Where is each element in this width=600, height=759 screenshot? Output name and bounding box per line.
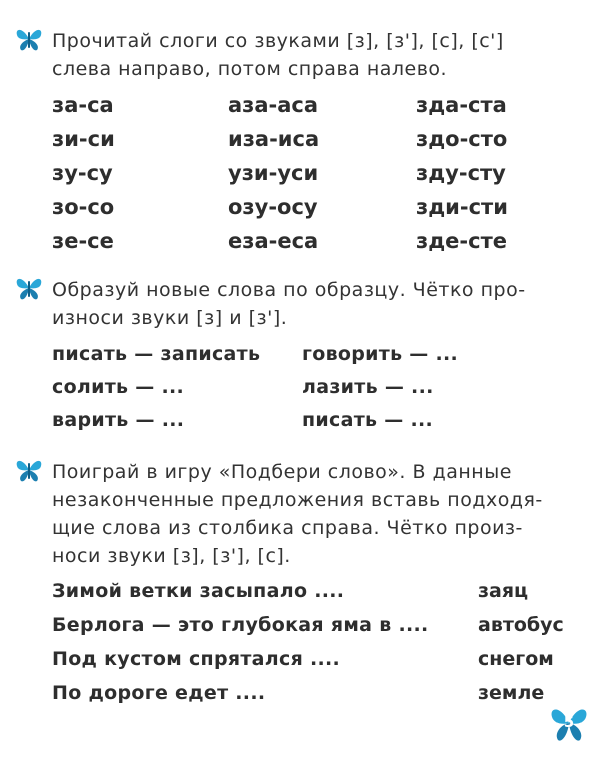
sentence-row [52, 679, 572, 713]
incomplete-sentence: Под кустом спрятался .... [52, 648, 341, 670]
syllable-cell: зу-су [52, 161, 113, 185]
answer-word: земле [478, 682, 545, 704]
word-pair: писать — ... [302, 409, 434, 431]
exercise-3-instruction [52, 458, 572, 570]
word-pair: солить — ... [52, 376, 185, 398]
sentence-row [52, 611, 572, 645]
syllable-row [52, 124, 572, 158]
page-number-badge [548, 703, 590, 743]
instruction-line: Поиграй в игру «Подбери слово». В данные [52, 461, 512, 483]
butterfly-icon [14, 457, 44, 483]
answer-word: заяц [478, 580, 529, 602]
word-row [52, 406, 572, 439]
syllable-cell: зди-сти [416, 195, 508, 219]
syllable-cell: здо-сто [416, 127, 508, 151]
butterfly-icon [14, 26, 44, 52]
syllable-cell: зо-со [52, 195, 115, 219]
word-row [52, 340, 572, 373]
syllable-cell: зду-сту [416, 161, 506, 185]
syllable-cell: аза-аса [228, 93, 319, 117]
syllable-row [52, 192, 572, 226]
sentence-row [52, 645, 572, 679]
instruction-line: незаконченные предложения вставь подходя- [52, 489, 543, 511]
instruction-line: слева направо, потом справа налево. [52, 58, 448, 80]
syllable-cell: зи-си [52, 127, 115, 151]
syllable-cell: озу-осу [228, 195, 318, 219]
sentence-table [52, 577, 572, 713]
instruction-line: щие слова из столбика справа. Чётко произ- [52, 517, 523, 539]
syllable-row [52, 158, 572, 192]
answer-word: снегом [478, 648, 554, 670]
word-formation-table [52, 340, 572, 439]
word-row [52, 373, 572, 406]
butterfly-icon [14, 275, 44, 301]
incomplete-sentence: Зимой ветки засыпало .... [52, 580, 345, 602]
syllable-cell: зе-се [52, 229, 114, 253]
instruction-line: носи звуки [з], [з'], [с]. [52, 545, 291, 567]
sentence-row [52, 577, 572, 611]
word-pair: говорить — ... [302, 343, 459, 365]
syllable-cell: за-са [52, 93, 114, 117]
word-pair: варить — ... [52, 409, 185, 431]
syllable-table [52, 90, 572, 260]
incomplete-sentence: Берлога — это глубокая яма в .... [52, 614, 429, 636]
syllable-cell: зда-ста [416, 93, 507, 117]
word-pair: писать — записать [52, 343, 261, 365]
answer-word: автобус [478, 614, 564, 636]
syllable-cell: зде-сте [416, 229, 507, 253]
syllable-row [52, 90, 572, 124]
instruction-line: Прочитай слоги со звуками [з], [з'], [с], [с'] [52, 30, 504, 52]
syllable-row [52, 226, 572, 260]
syllable-cell: еза-еса [228, 229, 319, 253]
incomplete-sentence: По дороге едет .... [52, 682, 266, 704]
page-number: 5 [563, 713, 575, 731]
exercise-1-instruction [52, 27, 572, 83]
syllable-cell: узи-уси [228, 161, 319, 185]
instruction-line: Образуй новые слова по образцу. Чётко про- [52, 279, 526, 301]
instruction-line: износи звуки [з] и [з']. [52, 307, 288, 329]
exercise-2-instruction [52, 276, 572, 332]
syllable-cell: иза-иса [228, 127, 320, 151]
word-pair: лазить — ... [302, 376, 434, 398]
